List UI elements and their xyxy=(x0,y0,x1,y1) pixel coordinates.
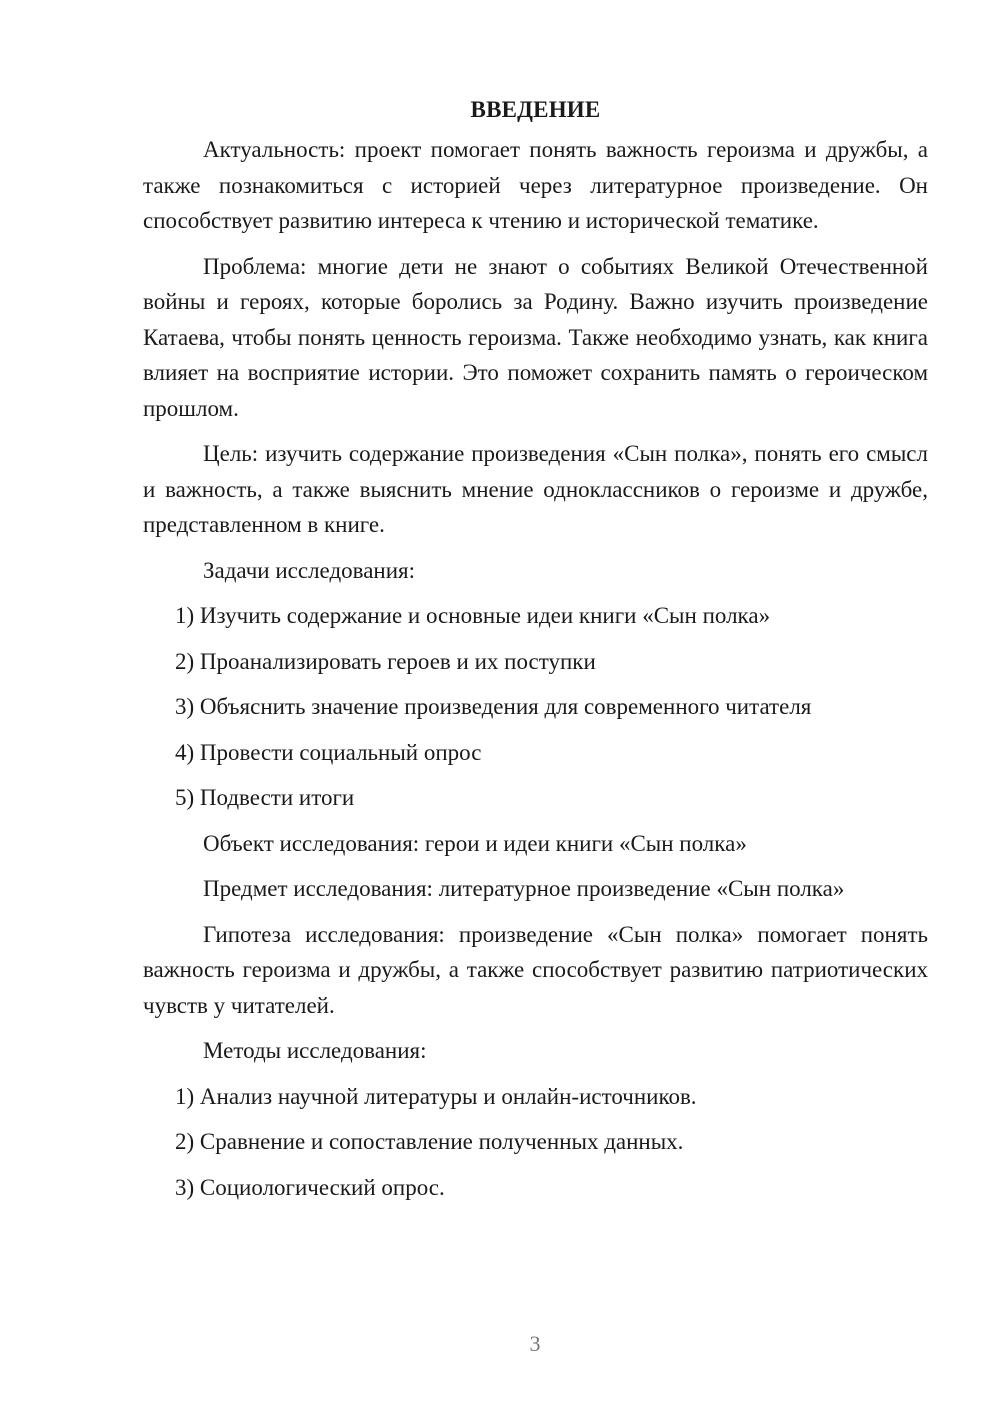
task-item-4: 4) Провести социальный опрос xyxy=(175,739,482,765)
goal-paragraph: Цель: изучить содержание произведения «Сын полка», понять его смысл и важность, а также выяснить мнение одноклассников о героизме и дружбе, представленном в книге. xyxy=(143,441,928,537)
research-object: Объект исследования: герои и идеи книги «Сын полка» xyxy=(203,830,747,856)
page-number: 3 xyxy=(529,1331,541,1356)
page-content xyxy=(143,92,928,1215)
task-item-1: 1) Изучить содержание и основные идеи книги «Сын полка» xyxy=(175,603,771,628)
method-item-2: 2) Сравнение и сопоставление полученных данных. xyxy=(175,1129,684,1154)
methods-heading: Методы исследования: xyxy=(203,1038,427,1063)
method-item-3: 3) Социологический опрос. xyxy=(175,1174,445,1200)
task-item-5: 5) Подвести итоги xyxy=(175,785,355,810)
page-title: ВВЕДЕНИЕ xyxy=(470,97,601,122)
problem-paragraph: Проблема: многие дети не знают о событиях Великой Отечественной войны и героях, которые боролись за Родину. Важно изучить произведение Катаева, чтобы понять ценность героизма. Также необходимо узнать, как книга влияет на восприятие истории. Это поможет сохранить память о героическом прошлом. xyxy=(143,253,928,421)
method-item-1: 1) Анализ научной литературы и онлайн-источников. xyxy=(175,1083,697,1109)
research-subject: Предмет исследования: литературное произведение «Сын полка» xyxy=(203,876,845,901)
task-item-3: 3) Объяснить значение произведения для современного читателя xyxy=(175,694,812,719)
relevance-paragraph: Актуальность: проект помогает понять важность героизма и дружбы, а также познакомиться с историей через литературное произведение. Он способствует развитию интереса к чтению и исторической тематике. xyxy=(143,137,928,233)
tasks-heading: Задачи исследования: xyxy=(203,557,416,583)
hypothesis-paragraph: Гипотеза исследования: произведение «Сын полка» помогает понять важность героизма и дружбы, а также способствует развитию патриотических чувств у читателей. xyxy=(143,921,928,1018)
task-item-2: 2) Проанализировать героев и их поступки xyxy=(175,648,596,674)
